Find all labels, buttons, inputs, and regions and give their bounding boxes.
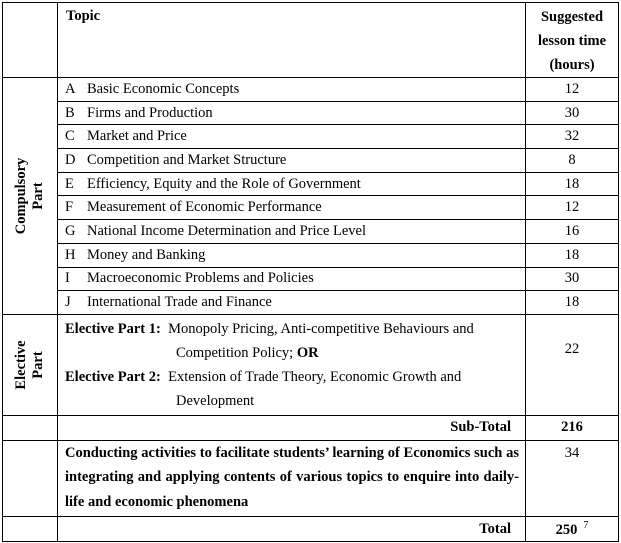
hours-cell: 30 bbox=[526, 101, 619, 125]
elective-part-1-label: Elective Part 1 bbox=[65, 320, 156, 337]
topic-cell bbox=[58, 291, 526, 315]
table-row bbox=[3, 149, 619, 173]
topic-name: Macroeconomic Problems and Policies bbox=[87, 270, 314, 287]
activities-blank-cell bbox=[3, 440, 58, 517]
table-row bbox=[3, 196, 619, 220]
elective-part-2-text-cont: Development bbox=[176, 392, 255, 409]
topic-cell bbox=[58, 149, 526, 173]
topic-name: National Income Determination and Price Level bbox=[87, 222, 367, 239]
topic-letter: F bbox=[65, 199, 74, 216]
topic-name: Efficiency, Equity and the Role of Government bbox=[87, 175, 361, 192]
topic-letter: G bbox=[65, 222, 76, 239]
total-hours: 250 bbox=[555, 521, 578, 538]
footnote-marker: 7 bbox=[583, 519, 589, 531]
total-row bbox=[3, 517, 619, 542]
topic-name: Money and Banking bbox=[87, 246, 206, 263]
table-row bbox=[3, 267, 619, 291]
topic-cell bbox=[58, 78, 526, 102]
table-row bbox=[3, 172, 619, 196]
elective-part-1-text-cont: Competition Policy; bbox=[176, 344, 294, 361]
topic-letter: I bbox=[65, 270, 70, 287]
subtotal-row bbox=[3, 415, 619, 440]
subtotal-hours: 216 bbox=[526, 415, 619, 440]
table-row bbox=[3, 78, 619, 102]
hours-cell: 30 bbox=[526, 267, 619, 291]
hours-cell: 18 bbox=[526, 172, 619, 196]
lesson-time-header-line3: (hours) bbox=[549, 57, 595, 73]
topic-cell bbox=[58, 243, 526, 267]
total-blank-cell bbox=[3, 517, 58, 542]
compulsory-part-label bbox=[3, 78, 58, 315]
topic-cell bbox=[58, 125, 526, 149]
activities-hours: 34 bbox=[526, 440, 619, 517]
topic-cell bbox=[58, 196, 526, 220]
topic-letter: H bbox=[65, 246, 76, 263]
topic-letter: J bbox=[65, 294, 71, 311]
total-hours-cell bbox=[526, 517, 619, 542]
hours-cell: 18 bbox=[526, 291, 619, 315]
elective-part-label bbox=[3, 314, 58, 415]
hours-cell: 18 bbox=[526, 243, 619, 267]
or-label: OR bbox=[296, 344, 319, 361]
hours-cell: 16 bbox=[526, 220, 619, 244]
header-blank-cell bbox=[3, 3, 58, 78]
lesson-time-header-line2: lesson time bbox=[537, 33, 607, 49]
table-row bbox=[3, 291, 619, 315]
elective-part-1-text: Monopoly Pricing, Anti-competitive Behaviours and bbox=[168, 320, 474, 337]
subtotal-label: Sub-Total bbox=[58, 415, 526, 440]
topic-cell bbox=[58, 101, 526, 125]
header-row bbox=[3, 3, 619, 78]
topic-letter: A bbox=[65, 80, 76, 97]
topic-letter: D bbox=[65, 151, 76, 168]
hours-cell: 32 bbox=[526, 125, 619, 149]
topic-name: Firms and Production bbox=[87, 104, 213, 121]
elective-label-line2: Part bbox=[30, 351, 46, 379]
lesson-time-header-line1: Suggested bbox=[540, 9, 604, 25]
table-row bbox=[3, 125, 619, 149]
topic-name: Competition and Market Structure bbox=[87, 151, 287, 168]
table-row bbox=[3, 243, 619, 267]
table-row bbox=[3, 220, 619, 244]
topic-name: International Trade and Finance bbox=[87, 294, 272, 311]
topic-letter: C bbox=[65, 128, 75, 145]
lesson-time-table bbox=[2, 2, 619, 542]
hours-cell: 12 bbox=[526, 78, 619, 102]
subtotal-blank-cell bbox=[3, 415, 58, 440]
elective-hours-cell: 22 bbox=[526, 314, 619, 415]
total-label: Total bbox=[58, 517, 526, 542]
elective-label-line1: Elective bbox=[13, 340, 29, 390]
topic-cell bbox=[58, 267, 526, 291]
compulsory-label-line2: Part bbox=[30, 182, 46, 210]
elective-row bbox=[3, 314, 619, 415]
elective-topics-cell: Elective Part 1 : Monopoly Pricing, Anti-competitive Behaviours and Competition Policy; OR Elective Part 2 : Extension of Trade Theory, Economic Growth and Development bbox=[58, 314, 526, 415]
topic-cell bbox=[58, 172, 526, 196]
lesson-time-header bbox=[526, 3, 619, 78]
topic-name: Market and Price bbox=[87, 128, 187, 145]
compulsory-label-line1: Compulsory bbox=[13, 157, 29, 235]
topic-letter: E bbox=[65, 175, 74, 192]
activities-text: Conducting activities to facilitate students’ learning of Economics such as integrating and applying contents of various topics to enquire into daily-life and economic phenomena bbox=[58, 440, 526, 517]
activities-row bbox=[3, 440, 619, 517]
hours-cell: 8 bbox=[526, 149, 619, 173]
table-row bbox=[3, 101, 619, 125]
elective-part-2-label: Elective Part 2 bbox=[65, 368, 156, 385]
topic-header: Topic bbox=[58, 3, 526, 78]
elective-part-2-text: Extension of Trade Theory, Economic Growth and bbox=[168, 368, 462, 385]
topic-cell bbox=[58, 220, 526, 244]
topic-name: Basic Economic Concepts bbox=[87, 80, 240, 97]
topic-name: Measurement of Economic Performance bbox=[87, 199, 322, 216]
topic-letter: B bbox=[65, 104, 75, 121]
hours-cell: 12 bbox=[526, 196, 619, 220]
